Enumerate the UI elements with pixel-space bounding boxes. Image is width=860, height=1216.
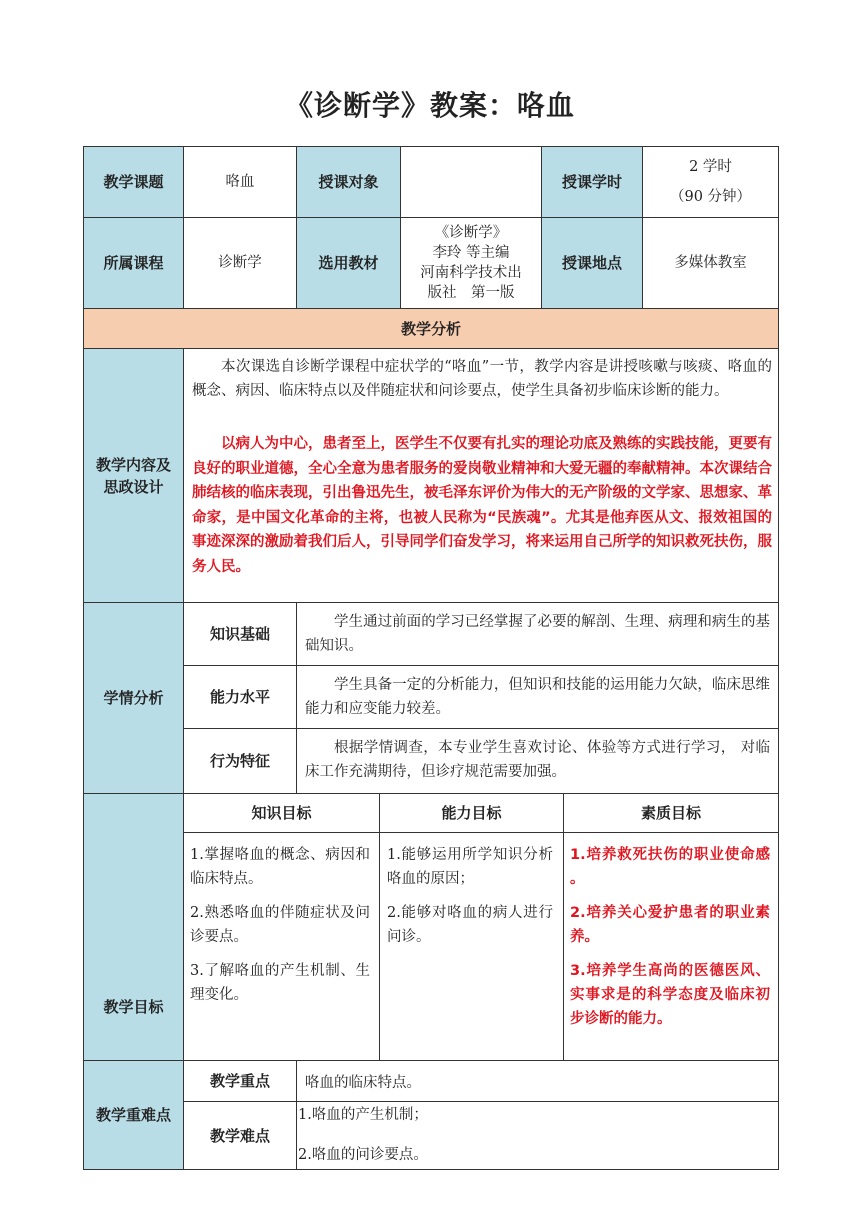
analysis-band: 教学分析 [83,308,779,349]
ability-goal-header: 能力目标 [379,793,564,833]
ideology-paragraph: 以病人为中心，患者至上，医学生不仅要有扎实的理论功底及熟练的实践技能，更要有良好的职业道德，全心全意为患者服务的爱岗敬业精神和大爱无疆的奉献精神。本次课结合肺结核的临床表现，引出鲁迅先生，被毛泽东评价为伟大的无产阶级的文学家、思想家、革命家，是中国文化革命的主将，也被人民称为“民族魂”。尤其是他弃医从文、报效祖国的事迹深深的激励着我们后人，引导同学们奋发学习，将来运用自己所学的知识救死扶伤，服务人民。 [192,436,772,575]
content-label: 教学内容及思政设计 [83,348,184,603]
topic-label: 教学课题 [83,146,184,218]
textbook-line: 李玲 等主编 [432,245,510,261]
knowledge-base-label: 知识基础 [183,602,297,666]
textbook-line: 河南科学技术出 [420,265,522,281]
location-label: 授课地点 [541,217,643,309]
list-item: 3.培养学生高尚的医德医风、实事求是的科学态度及临床初步诊断的能力。 [570,963,770,1027]
difficulty-list [298,1103,768,1167]
hours-label: 授课学时 [541,146,643,218]
ability-goal-list [387,843,553,959]
quality-goal-header: 素质目标 [563,793,779,833]
list-item: 1.能够运用所学知识分析咯血的原因； [387,847,553,887]
course-label: 所属课程 [83,217,184,309]
knowledge-goal-header: 知识目标 [183,793,380,833]
focus-label: 教学重点 [183,1060,297,1102]
list-item: 2.培养关心爱护患者的职业素养。 [570,905,770,945]
knowledge-base-text: 学生通过前面的学习已经掌握了必要的解剖、生理、病理和病生的基础知识。 [305,614,770,654]
course-value: 诊断学 [183,217,297,309]
keypoints-label: 教学重难点 [83,1060,184,1170]
behavior-label: 行为特征 [183,728,297,794]
list-item: 3.了解咯血的产生机制、生理变化。 [190,963,370,1003]
difficulty-label: 教学难点 [183,1101,297,1170]
textbook-line: 版社 第一版 [427,285,515,301]
list-item: 1.培养救死扶伤的职业使命感 。 [570,847,770,887]
topic-value: 咯血 [183,146,297,218]
document-title: 《诊断学》教案：咯血 [284,89,575,122]
behavior-text: 根据学情调查，本专业学生喜欢讨论、体验等方式进行学习， 对临床工作充满期待，但诊疗规范需要加强。 [305,740,770,780]
hours-value [642,146,779,218]
goals-label: 教学目标 [83,793,184,1061]
textbook-value [400,217,542,309]
ability-level-text: 学生具备一定的分析能力，但知识和技能的运用能力欠缺，临床思维能力和应变能力较差。 [305,677,770,717]
textbook-line: 《诊断学》 [434,225,508,241]
ability-level-label: 能力水平 [183,665,297,729]
list-item: 1.掌握咯血的概念、病因和临床特点。 [190,847,370,887]
content-paragraph: 本次课选自诊断学课程中症状学的“咯血”一节，教学内容是讲授咳嗽与咳痰、咯血的概念、病因、临床特点以及伴随症状和问诊要点，使学生具备初步临床诊断的能力。 [192,359,772,399]
list-item: 2.熟悉咯血的伴随症状及问诊要点。 [190,905,370,945]
learners-label: 学情分析 [83,602,184,794]
list-item: 1.咯血的产生机制； [298,1107,428,1123]
list-item: 2.能够对咯血的病人进行问诊。 [387,905,553,945]
textbook-label: 选用教材 [296,217,401,309]
focus-value: 咯血的临床特点。 [296,1060,779,1102]
audience-value [400,146,542,218]
hours-line2: （90 分钟） [669,189,752,205]
quality-goal-list [570,843,770,1041]
location-value: 多媒体教室 [642,217,779,309]
hours-line1: 2 学时 [689,159,732,175]
list-item: 2.咯血的问诊要点。 [298,1147,428,1163]
audience-label: 授课对象 [296,146,401,218]
knowledge-goal-list [190,843,370,1017]
